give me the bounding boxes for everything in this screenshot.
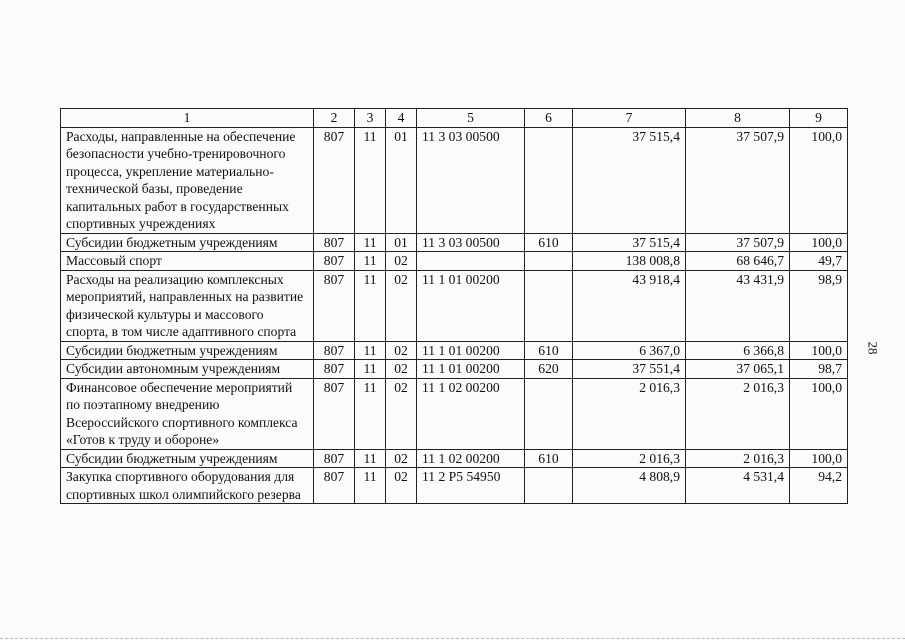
cell-col8: 6 366,8 (686, 341, 790, 360)
cell-col3: 11 (355, 127, 386, 233)
cell-col5: 11 1 01 00200 (417, 341, 525, 360)
cell-col8: 2 016,3 (686, 449, 790, 468)
cell-col4: 01 (386, 127, 417, 233)
cell-col6 (525, 270, 573, 341)
cell-col3: 11 (355, 341, 386, 360)
header-cell: 1 (61, 109, 314, 128)
cell-col6: 610 (525, 233, 573, 252)
table-row (61, 233, 848, 252)
cell-col4: 02 (386, 468, 417, 504)
cell-col7: 2 016,3 (573, 449, 686, 468)
table-row (61, 270, 848, 341)
row-name: Субсидии бюджетным учреждениям (61, 449, 314, 468)
cell-col3: 11 (355, 252, 386, 271)
cell-col7: 4 808,9 (573, 468, 686, 504)
table-row (61, 341, 848, 360)
cell-col5: 11 1 02 00200 (417, 449, 525, 468)
cell-col5: 11 1 02 00200 (417, 378, 525, 449)
table-row (61, 468, 848, 504)
cell-col5: 11 2 P5 54950 (417, 468, 525, 504)
cell-col6 (525, 378, 573, 449)
cell-col4: 02 (386, 341, 417, 360)
cell-col3: 11 (355, 449, 386, 468)
header-cell: 8 (686, 109, 790, 128)
cell-col8: 37 065,1 (686, 360, 790, 379)
row-name: Финансовое обеспечение мероприятий по поэтапному внедрению Всероссийского спортивного комплекса «Готов к труду и обороне» (61, 378, 314, 449)
cell-col9: 98,7 (790, 360, 848, 379)
cell-col2: 807 (314, 360, 355, 379)
cell-col3: 11 (355, 233, 386, 252)
cell-col8: 43 431,9 (686, 270, 790, 341)
cell-col9: 100,0 (790, 341, 848, 360)
cell-col3: 11 (355, 360, 386, 379)
cell-col5: 11 1 01 00200 (417, 270, 525, 341)
cell-col2: 807 (314, 449, 355, 468)
row-name: Расходы на реализацию комплексных мероприятий, направленных на развитие физической культуры и массового спорта, в том числе адаптивного спорта (61, 270, 314, 341)
header-cell: 3 (355, 109, 386, 128)
cell-col7: 2 016,3 (573, 378, 686, 449)
cell-col7: 6 367,0 (573, 341, 686, 360)
cell-col8: 4 531,4 (686, 468, 790, 504)
row-name: Субсидии бюджетным учреждениям (61, 341, 314, 360)
cell-col6: 620 (525, 360, 573, 379)
cell-col8: 37 507,9 (686, 233, 790, 252)
row-name: Расходы, направленные на обеспечение безопасности учебно-тренировочного процесса, укрепление материально-технической базы, проведение капитальных работ в государственных спортивных учреждениях (61, 127, 314, 233)
table-row (61, 360, 848, 379)
header-cell: 7 (573, 109, 686, 128)
cell-col2: 807 (314, 127, 355, 233)
header-cell: 5 (417, 109, 525, 128)
cell-col7: 43 918,4 (573, 270, 686, 341)
cell-col6: 610 (525, 449, 573, 468)
cell-col8: 37 507,9 (686, 127, 790, 233)
cell-col4: 02 (386, 378, 417, 449)
cell-col6: 610 (525, 341, 573, 360)
cell-col7: 37 515,4 (573, 233, 686, 252)
cell-col9: 98,9 (790, 270, 848, 341)
cell-col7: 37 515,4 (573, 127, 686, 233)
cell-col4: 02 (386, 252, 417, 271)
cell-col9: 100,0 (790, 233, 848, 252)
table-header-row (61, 109, 848, 128)
table-row (61, 449, 848, 468)
budget-table (60, 108, 848, 504)
page-number: 28 (865, 341, 881, 355)
cell-col7: 37 551,4 (573, 360, 686, 379)
cell-col4: 01 (386, 233, 417, 252)
header-cell: 9 (790, 109, 848, 128)
cell-col9: 100,0 (790, 378, 848, 449)
row-name: Закупка спортивного оборудования для спортивных школ олимпийского резерва (61, 468, 314, 504)
table-row (61, 127, 848, 233)
cell-col8: 2 016,3 (686, 378, 790, 449)
row-name: Субсидии автономным учреждениям (61, 360, 314, 379)
cell-col6 (525, 127, 573, 233)
cell-col6 (525, 252, 573, 271)
header-cell: 6 (525, 109, 573, 128)
cell-col4: 02 (386, 270, 417, 341)
cell-col9: 94,2 (790, 468, 848, 504)
cell-col2: 807 (314, 341, 355, 360)
cell-col5 (417, 252, 525, 271)
table-row (61, 378, 848, 449)
cell-col4: 02 (386, 449, 417, 468)
cell-col3: 11 (355, 378, 386, 449)
cell-col6 (525, 468, 573, 504)
cell-col2: 807 (314, 468, 355, 504)
cell-col7: 138 008,8 (573, 252, 686, 271)
cell-col9: 49,7 (790, 252, 848, 271)
cell-col9: 100,0 (790, 127, 848, 233)
cell-col2: 807 (314, 252, 355, 271)
cell-col5: 11 3 03 00500 (417, 127, 525, 233)
cell-col5: 11 1 01 00200 (417, 360, 525, 379)
cell-col4: 02 (386, 360, 417, 379)
cell-col8: 68 646,7 (686, 252, 790, 271)
cell-col3: 11 (355, 468, 386, 504)
cell-col5: 11 3 03 00500 (417, 233, 525, 252)
table-row (61, 252, 848, 271)
cell-col3: 11 (355, 270, 386, 341)
cell-col2: 807 (314, 233, 355, 252)
cell-col9: 100,0 (790, 449, 848, 468)
cell-col2: 807 (314, 270, 355, 341)
header-cell: 4 (386, 109, 417, 128)
row-name: Массовый спорт (61, 252, 314, 271)
cell-col2: 807 (314, 378, 355, 449)
row-name: Субсидии бюджетным учреждениям (61, 233, 314, 252)
header-cell: 2 (314, 109, 355, 128)
